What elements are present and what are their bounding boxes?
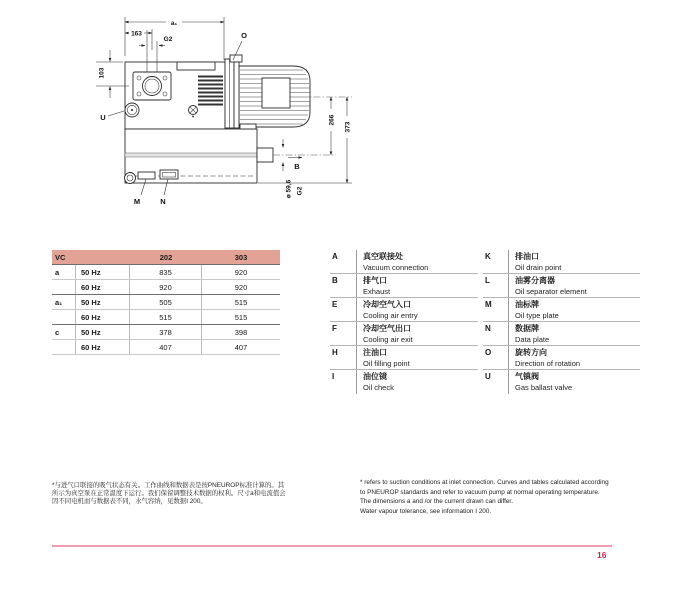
- cell-freq: 50 Hz: [76, 325, 130, 339]
- legend-zh: 冷却空气出口: [363, 324, 411, 333]
- cell-202: 515: [130, 310, 202, 324]
- base-band: [125, 153, 257, 157]
- legend-item: [330, 322, 478, 346]
- table-row: [52, 264, 280, 279]
- u-leader: [108, 111, 124, 116]
- legend-zh: 注油口: [363, 348, 387, 357]
- legend-letter: L: [485, 276, 490, 285]
- legend-zh: 气镇阀: [515, 372, 539, 381]
- legend-zh: 油位镜: [363, 372, 387, 381]
- legend-letter: N: [485, 324, 491, 333]
- footnote-line: * refers to suction conditions at inlet connection. Curves and tables calculated according: [360, 479, 609, 486]
- legend-item: [330, 274, 478, 298]
- dimensions-table: [52, 250, 280, 355]
- dim-103: 103: [98, 67, 106, 79]
- legend-item: [330, 370, 478, 394]
- gas-ballast-valve-dot: [131, 109, 133, 111]
- footnote-line: The dimensions a and /or the current drawn can differ.: [360, 498, 513, 505]
- legend-item: [330, 346, 478, 370]
- cell-freq: 50 Hz: [76, 265, 130, 279]
- legend-item: [483, 370, 640, 394]
- cell-freq: 60 Hz: [76, 340, 130, 354]
- oil-type-plate: [138, 172, 155, 179]
- legend-zh: 排气口: [363, 276, 387, 285]
- dim-dia-exhaust: ø 59,6: [285, 179, 293, 199]
- legend-item: [483, 298, 640, 322]
- legend-letter: M: [485, 300, 492, 309]
- exhaust-port: [257, 148, 273, 162]
- legend-zh: 真空联接处: [363, 252, 403, 261]
- legend-zh: 油标牌: [515, 300, 539, 309]
- dim-266: 266: [328, 114, 336, 126]
- cell-303: 920: [234, 267, 248, 277]
- dim-373: 373: [344, 121, 352, 133]
- legend-en: Oil check: [363, 383, 394, 392]
- table-row: [52, 324, 280, 339]
- legend-en: Oil type plate: [515, 311, 559, 320]
- dim-163: 163: [131, 30, 142, 38]
- legend-item: [330, 298, 478, 322]
- cell-dim: a: [52, 265, 76, 279]
- table-header-202: 202: [159, 252, 173, 262]
- legend-zh: 排油口: [515, 252, 539, 261]
- table-row: [52, 309, 280, 324]
- table-header-vc: VC: [55, 252, 66, 262]
- legend-left-column: [330, 250, 478, 394]
- footnote-chinese: [52, 482, 314, 506]
- footnote-line: to PNEUROP standards and refer to vacuum pump at normal operating temperature.: [360, 488, 600, 496]
- table-row: [52, 339, 280, 355]
- cell-dim: c: [52, 325, 76, 339]
- cell-202: 505: [130, 295, 202, 309]
- legend-en: Oil drain point: [515, 263, 562, 272]
- legend-item: [483, 250, 640, 274]
- legend-en: Cooling air entry: [363, 311, 418, 320]
- legend-item: [483, 346, 640, 370]
- legend-letter: A: [332, 252, 338, 261]
- table-header-303: 303: [234, 252, 248, 262]
- label-n: N: [160, 197, 166, 206]
- footnote-english: [360, 478, 628, 516]
- legend-item: [483, 274, 640, 298]
- cell-303: 515: [234, 312, 248, 322]
- top-plate: [177, 62, 215, 70]
- table-row: [52, 294, 280, 309]
- label-m: M: [133, 197, 141, 206]
- legend-zh: 冷却空气入口: [363, 300, 411, 309]
- footnote-line: Water vapour tolerance, see information I 200.: [360, 507, 492, 515]
- cell-303: 407: [234, 342, 248, 352]
- cell-202: 920: [130, 280, 202, 294]
- oil-drain-outer: [125, 173, 136, 184]
- dim-a1: a₁: [170, 20, 178, 27]
- inlet-port-outer: [143, 77, 162, 96]
- legend-en: Vacuum connection: [363, 263, 429, 272]
- motor-foot: [240, 124, 256, 129]
- cell-202: 407: [130, 340, 202, 354]
- dim-g2-inlet: G2: [163, 36, 173, 43]
- legend-en: Direction of rotation: [515, 359, 581, 368]
- legend-item: [330, 250, 478, 274]
- legend-letter: F: [332, 324, 337, 333]
- table-header-row: [52, 250, 280, 264]
- terminal-box: [262, 78, 290, 108]
- page-number: 16: [597, 550, 607, 560]
- dim-g2-exhaust: G2: [296, 186, 304, 196]
- cell-303: 398: [234, 327, 248, 337]
- legend-item: [483, 322, 640, 346]
- legend-en: Data plate: [515, 335, 550, 344]
- legend-letter: E: [332, 300, 338, 309]
- sight-glass-dot: [192, 116, 194, 118]
- footer-rule: [52, 545, 612, 547]
- footnote-line: *与进气口联接的吸气状态有关。工作曲线和数据表是按PNEUROP标准计算的。其: [52, 482, 285, 489]
- legend-zh: 数据牌: [515, 324, 539, 333]
- legend-letter: O: [485, 348, 492, 357]
- cell-202: 378: [130, 325, 202, 339]
- label-b: B: [294, 162, 300, 171]
- pump-drawing: [90, 6, 360, 218]
- cell-303: 515: [234, 297, 248, 307]
- legend-en: Oil filling point: [363, 359, 410, 368]
- cell-freq: 60 Hz: [76, 310, 130, 324]
- cell-dim: a₁: [52, 295, 76, 309]
- label-o: O: [241, 31, 247, 40]
- cell-dim: [52, 340, 76, 354]
- legend-right-column: [483, 250, 640, 394]
- legend-en: Cooling air exit: [363, 335, 413, 344]
- legend-letter: B: [332, 276, 338, 285]
- footnote-line: 因不同电机而与数据表不同，水气容纳，见数据I 200。: [52, 498, 207, 505]
- legend-zh: 油雾分离器: [515, 276, 555, 285]
- legend-en: Gas ballast valve: [515, 383, 573, 392]
- cell-303: 920: [234, 282, 248, 292]
- legend-en: Exhaust: [363, 287, 391, 296]
- cell-202: 835: [130, 265, 202, 279]
- cell-freq: 50 Hz: [76, 295, 130, 309]
- table-row: [52, 279, 280, 294]
- legend-zh: 旋转方向: [515, 348, 547, 357]
- legend-letter: I: [332, 372, 335, 381]
- cell-dim: [52, 310, 76, 324]
- footnote-line: 所示为真空泵在正常温度下运行。我们保留调整技术数据的权利。尺寸a和电流值会: [52, 490, 286, 497]
- legend-letter: U: [485, 372, 491, 381]
- adapter-cap: [230, 55, 242, 62]
- legend-en: Oil separator element: [515, 287, 587, 296]
- legend-letter: K: [485, 252, 491, 261]
- label-u: U: [100, 113, 106, 122]
- motor-flange: [234, 62, 239, 128]
- legend-letter: H: [332, 348, 338, 357]
- table-header-spacer: [76, 250, 130, 264]
- cell-dim: [52, 280, 76, 294]
- cell-freq: 60 Hz: [76, 280, 130, 294]
